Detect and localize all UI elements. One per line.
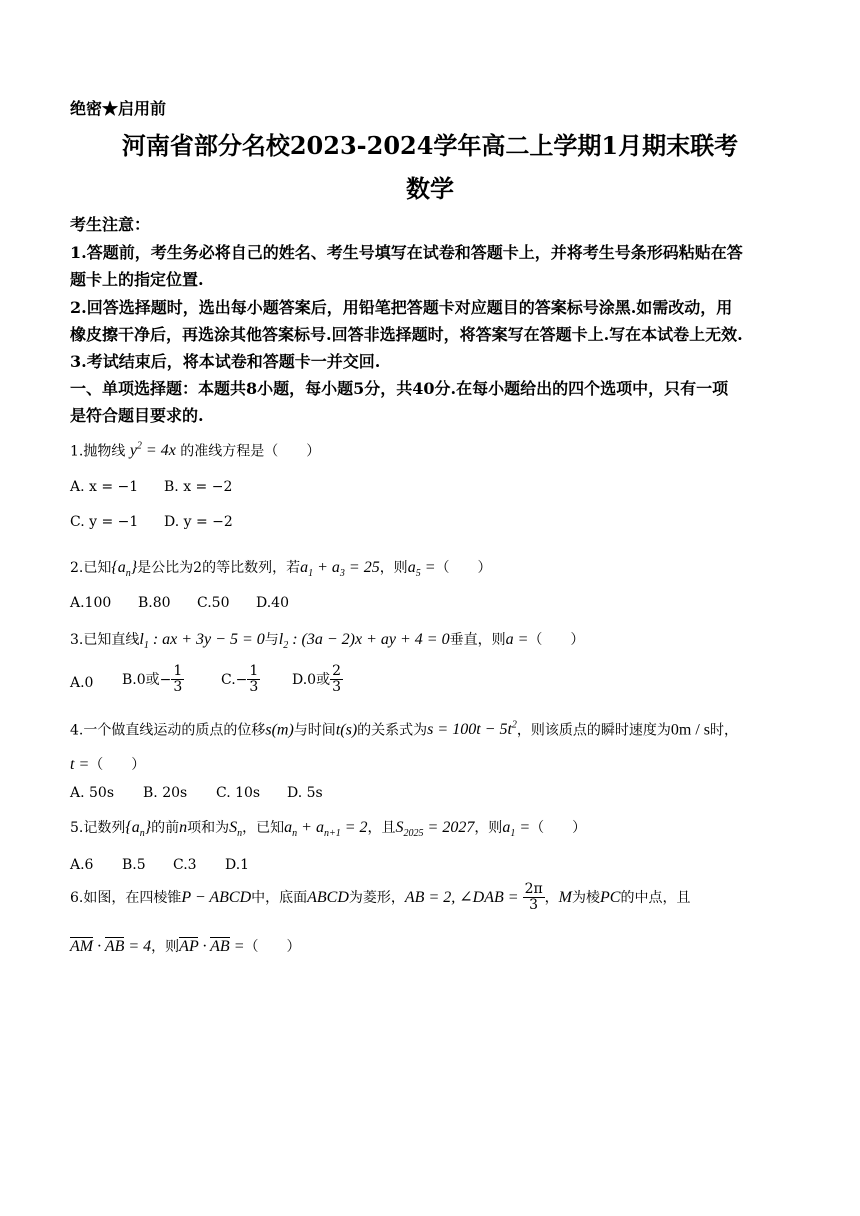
q3-line1: $l_1$ : ax + 3y − 5 = 0 bbox=[139, 631, 265, 652]
q4-target: t = bbox=[70, 756, 90, 773]
q3-tail: （ ） bbox=[528, 632, 585, 648]
q1-option-a: A. x = −1 bbox=[70, 479, 139, 495]
secret-label: 绝密★启用前 bbox=[70, 99, 167, 118]
q1-post: 的准线方程是（ ） bbox=[180, 443, 321, 460]
q3-target: a = bbox=[505, 631, 529, 648]
q6-pre: 6.如图，在四棱锥 bbox=[70, 889, 182, 906]
q4-line2: （ ） bbox=[89, 757, 146, 773]
q2-post: （ ） bbox=[435, 560, 492, 576]
q5-option-c: C.3 bbox=[173, 857, 197, 873]
q4-equation: $s = 100t - 5t^2$ bbox=[427, 720, 517, 739]
q6-mid4: 为棱 bbox=[572, 889, 600, 906]
q3-option-c-sign: − bbox=[235, 671, 248, 688]
q3-pre: 3.已知直线 bbox=[70, 632, 140, 648]
q6-angle-fraction: $\frac{2\pi}{3}$ bbox=[524, 881, 543, 914]
q3-option-b bbox=[122, 664, 184, 696]
q5-recurrence: $a_n + a_{n+1} = 2$ bbox=[284, 819, 368, 840]
q4-displacement: s(m) bbox=[265, 721, 294, 739]
q5-mid4: ，且 bbox=[367, 820, 396, 836]
q4-option-c: C. 10s bbox=[216, 785, 261, 801]
notice-item-1b: 题卡上的指定位置. bbox=[70, 270, 204, 289]
q4-option-a: A. 50s bbox=[70, 785, 115, 801]
question-1 bbox=[70, 441, 320, 461]
q5-mid3: ，已知 bbox=[242, 820, 285, 836]
q3-option-b-sign: − bbox=[159, 671, 172, 688]
q5-n: n bbox=[179, 819, 188, 836]
q1-pre: 1.抛物线 bbox=[70, 443, 126, 460]
notice-item-2a: 2.回答选择题时，选出每小题答案后，用铅笔把答题卡对应题目的答案标号涂黑.如需改动，用 bbox=[70, 298, 733, 317]
q3-option-b-label: B.0或 bbox=[122, 671, 160, 688]
q1-equation: $y^2 = 4x$ bbox=[129, 441, 176, 460]
q2-option-d: D.40 bbox=[256, 595, 289, 611]
q5-mid1: 的前 bbox=[151, 820, 180, 836]
question-3 bbox=[70, 630, 584, 652]
q5-option-a: A.6 bbox=[70, 857, 94, 873]
q3-option-d-label: D.0或 bbox=[292, 671, 331, 688]
q4-mid2: 的关系式为 bbox=[357, 722, 428, 739]
q4-mid1: 与时间 bbox=[293, 722, 336, 739]
q3-option-c-fraction: $\frac{1}{3}$ bbox=[249, 663, 259, 696]
q3-option-d bbox=[292, 664, 343, 696]
q1-option-c: C. y = −1 bbox=[70, 514, 139, 530]
q3-option-a: A.0 bbox=[70, 675, 94, 691]
question-4 bbox=[70, 720, 738, 740]
q6-pyramid: P − ABCD bbox=[181, 888, 252, 906]
q3-option-c bbox=[221, 664, 260, 696]
q2-mid2: ，则 bbox=[379, 560, 408, 576]
q4-option-d: D. 5s bbox=[287, 785, 323, 801]
question-6-line2 bbox=[70, 937, 301, 956]
q6-base: ABCD bbox=[307, 888, 349, 906]
q3-line2: $l_2$ : (3a − 2)x + ay + 4 = 0 bbox=[278, 631, 450, 652]
q3-post: 垂直，则 bbox=[449, 632, 506, 648]
q2-option-b: B.80 bbox=[138, 595, 171, 611]
subject-title: 数学 bbox=[406, 174, 454, 203]
notice-item-2b: 橡皮擦干净后，再选涂其他答案标号.回答非选择题时，将答案写在答题卡上.写在本试卷上无效. bbox=[70, 325, 743, 344]
q6-condition: AB = 2, ∠DAB = bbox=[404, 888, 519, 906]
q1-option-b: B. x = −2 bbox=[164, 479, 233, 495]
question-5 bbox=[70, 818, 586, 840]
q2-mid1: 是公比为2的等比数列，若 bbox=[137, 560, 301, 576]
q5-mid2: 项和为 bbox=[187, 820, 230, 836]
q6-line2b: （ ） bbox=[244, 939, 301, 955]
q6-mid5: 的中点，且 bbox=[620, 889, 691, 906]
q2-sequence: $\{a_n\}$ bbox=[111, 559, 138, 580]
q6-mid2: 为菱形， bbox=[348, 889, 405, 906]
q4-pre: 4.一个做直线运动的质点的位移 bbox=[70, 722, 266, 739]
q5-option-d: D.1 bbox=[225, 857, 250, 873]
q6-mid1: 中，底面 bbox=[251, 889, 308, 906]
page-title: 河南省部分名校2023-2024学年高二上学期1月期末联考 bbox=[121, 131, 739, 160]
q4-velocity: 0m / s bbox=[670, 721, 711, 739]
question-6 bbox=[70, 882, 690, 914]
q5-pre: 5.记数列 bbox=[70, 820, 126, 836]
q4-time: t(s) bbox=[335, 721, 358, 739]
q6-mid3: ， bbox=[544, 889, 559, 906]
q2-pre: 2.已知 bbox=[70, 560, 112, 576]
q5-post: （ ） bbox=[530, 820, 587, 836]
q3-mid: 与 bbox=[264, 632, 279, 648]
q3-option-b-fraction: $\frac{1}{3}$ bbox=[173, 663, 183, 696]
q5-sequence: $\{a_n\}$ bbox=[125, 819, 152, 840]
q4-option-b: B. 20s bbox=[143, 785, 188, 801]
q5-sum: $S_n$ bbox=[229, 819, 243, 840]
q5-condition: $S_{2025} = 2027$ bbox=[395, 819, 475, 840]
q6-dot-given: AM · AB = 4 bbox=[70, 938, 152, 955]
q5-option-b: B.5 bbox=[122, 857, 146, 873]
q4-post: 时， bbox=[710, 722, 739, 739]
q5-mid5: ，则 bbox=[474, 820, 503, 836]
q1-option-d: D. y = −2 bbox=[164, 514, 233, 530]
notice-item-3: 3.考试结束后，将本试卷和答题卡一并交回. bbox=[70, 352, 381, 371]
q2-option-a: A.100 bbox=[70, 595, 112, 611]
q3-option-d-fraction: $\frac{2}{3}$ bbox=[332, 663, 342, 696]
section-heading-1: 一、单项选择题：本题共8小题，每小题5分，共40分.在每小题给出的四个选项中，只有一项 bbox=[70, 379, 729, 398]
q6-dot-target: AP · AB = bbox=[179, 938, 245, 955]
q2-option-c: C.50 bbox=[197, 595, 230, 611]
q5-target: $a_1$ = bbox=[502, 819, 531, 840]
q6-line2a: ，则 bbox=[151, 939, 180, 955]
q2-condition: $a_1 + a_3 = 25$ bbox=[300, 559, 380, 580]
q6-point-m: M bbox=[558, 888, 572, 906]
q4-mid3: ，则该质点的瞬时速度为 bbox=[516, 722, 671, 739]
q6-edge: PC bbox=[600, 888, 621, 906]
question-2 bbox=[70, 558, 491, 580]
notice-heading: 考生注意： bbox=[70, 215, 151, 234]
notice-item-1a: 1.答题前，考生务必将自己的姓名、考生号填写在试卷和答题卡上，并将考生号条形码粘贴在答 bbox=[70, 243, 743, 262]
question-4-line2 bbox=[70, 755, 145, 774]
q3-option-c-label: C. bbox=[221, 671, 236, 688]
section-heading-2: 是符合题目要求的. bbox=[70, 406, 204, 425]
q2-target: $a_5$ = bbox=[407, 559, 436, 580]
